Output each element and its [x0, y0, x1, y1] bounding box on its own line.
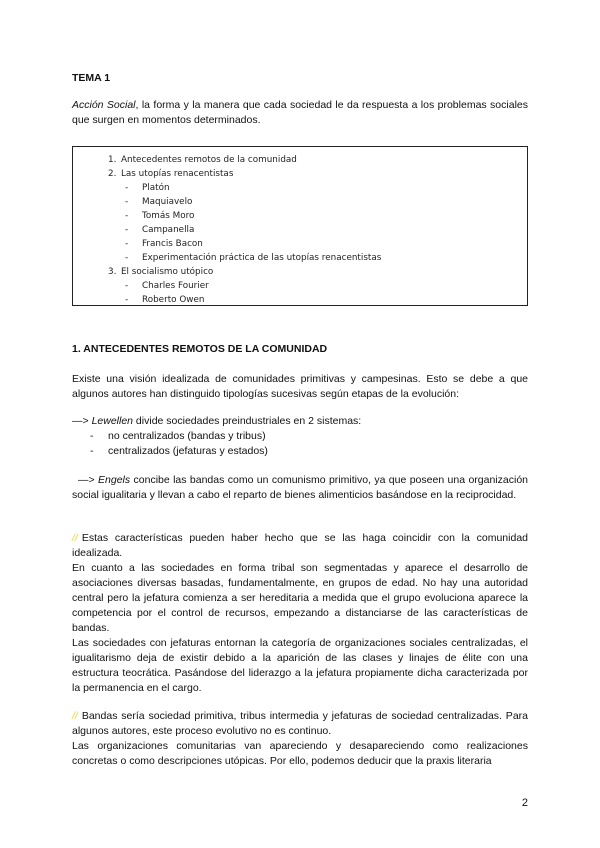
paragraph: Las sociedades con jefaturas entornan la categoría de organizaciones sociales centralizadas, el igualitarismo deja de existir debido a la aparición de las clases y linajes de élite con una estructura teocrática. Pasándose del liderazgo a la jefatura propiamente dicha caracterizada por la permanencia en el cargo. — [72, 637, 528, 694]
engels-text: concibe las bandas como un comunismo primitivo, ya que poseen una organización social igualitaria y llevan a cabo el reparto de bienes alimenticios basándose en la reciprocidad. — [72, 474, 528, 501]
page-title: TEMA 1 — [72, 72, 111, 84]
toc-item: 2. Las utopías renacentistas — [108, 169, 234, 179]
paragraph: Existe una visión idealizada de comunidades primitivas y campesinas. Esto se debe a que algunos autores han distinguido tipologías sucesivas según etapas de la evolución: — [72, 373, 528, 400]
lewellen-paragraph — [72, 414, 528, 429]
arrow-glyph: —> — [72, 415, 89, 427]
toc-item: - Platón — [125, 183, 170, 193]
toc-item: - Charles Fourier — [125, 281, 209, 291]
lewellen-text: divide sociedades preindustriales en 2 sistemas: — [133, 415, 362, 427]
paragraph: En cuanto a las sociedades en forma tribal son segmentadas y aparece el desarrollo de asociaciones diversas basadas, fundamentalmente, en grupos de edad. No hay una autoridad central pero la jefatura comienza a ser hereditaria a medida que el grupo evoluciona aparece la competencia por el control de recursos, empezando a distanciarse de las características de bandas. — [72, 562, 528, 634]
author-name: Engels — [98, 474, 131, 486]
list-item: - centralizados (jefaturas y estados) — [90, 445, 268, 457]
table-of-contents — [72, 146, 528, 306]
intro-term: Acción Social — [72, 99, 136, 111]
toc-item: - Francis Bacon — [125, 239, 203, 249]
intro-text: , la forma y la manera que cada sociedad le da respuesta a los problemas sociales que surgen en momentos determinados. — [72, 99, 528, 126]
toc-item: 1. Antecedentes remotos de la comunidad — [108, 155, 297, 165]
arrow-glyph: —> — [78, 474, 95, 486]
paragraph: Las organizaciones comunitarias van apareciendo y desapareciendo como realizaciones concretas o como descripciones utópicas. Por ello, podemos deducir que la praxis literaria — [72, 740, 528, 767]
highlight-mark-icon: // — [72, 710, 78, 722]
toc-item: - Experimentación práctica de las utopías renacentistas — [125, 253, 382, 263]
paragraph — [72, 531, 528, 561]
engels-paragraph — [72, 473, 528, 503]
paragraph-text: Estas características pueden haber hecho que se las haga coincidir con la comunidad idealizada. — [72, 532, 528, 559]
highlight-mark-icon: // — [72, 532, 78, 544]
toc-item: - Campanella — [125, 225, 195, 235]
section-heading: 1. ANTECEDENTES REMOTOS DE LA COMUNIDAD — [72, 343, 328, 355]
toc-item: - Roberto Owen — [125, 295, 205, 305]
toc-item: 3. El socialismo utópico — [108, 267, 214, 277]
paragraph — [72, 709, 528, 739]
toc-item: - Tomás Moro — [125, 211, 195, 221]
paragraph-text: Bandas sería sociedad primitiva, tribus intermedia y jefaturas de sociedad centralizadas. Para algunos autores, este proceso evolutivo no es continuo. — [72, 710, 528, 737]
intro-paragraph — [72, 98, 528, 128]
author-name: Lewellen — [91, 415, 134, 427]
page-number: 2 — [521, 797, 528, 809]
toc-item: - Maquiavelo — [125, 197, 193, 207]
list-item: - no centralizados (bandas y tribus) — [90, 430, 266, 442]
